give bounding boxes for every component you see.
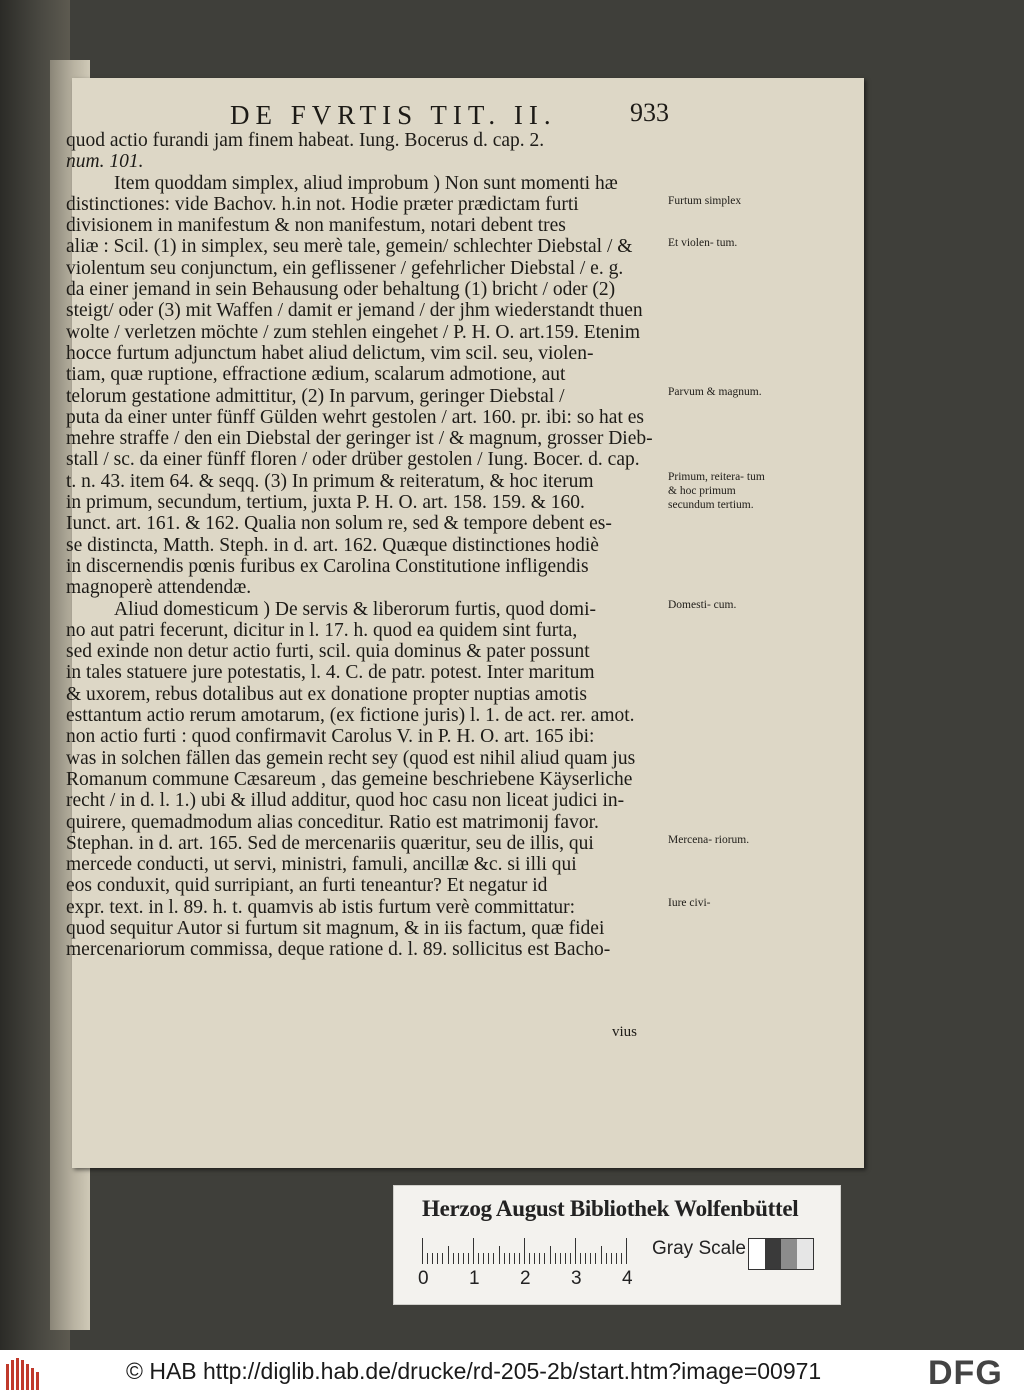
ruler-tick (478, 1253, 479, 1264)
text-line: sed exinde non detur actio furti, scil. quia dominus & pater possunt (66, 641, 590, 663)
ruler-tick (458, 1253, 459, 1264)
text-line: quod sequitur Autor si furtum sit magnum, & in iis factum, quæ fidei (66, 917, 605, 939)
logo-bar (16, 1358, 19, 1390)
ruler-tick (493, 1253, 494, 1264)
color-card (393, 1185, 841, 1305)
ruler-tick (590, 1253, 591, 1264)
ruler-tick (580, 1253, 581, 1264)
margin-note: Parvum & magnum. (668, 386, 762, 399)
text-line: divisionem in manifestum & non manifestum, notari debent tres (66, 215, 566, 237)
text-line: t. n. 43. item 64. & seqq. (3) In primum & reiteratum, & hoc iterum (66, 470, 594, 492)
text-line: steigt/ oder (3) mit Waffen / damit er jemand / der jhm wiederstandt thuen (66, 300, 643, 322)
gray-swatch (765, 1239, 781, 1269)
gray-scale-label: Gray Scale (652, 1238, 746, 1259)
text-line: puta da einer unter fünff Gülden wehrt gestolen / art. 160. pr. ibi: so hat es (66, 406, 644, 428)
ruler-tick (432, 1253, 433, 1264)
ruler-tick (519, 1253, 520, 1264)
text-line: mercenariorum commissa, deque ratione d. l. 89. sollicitus est Bacho- (66, 939, 611, 961)
gray-swatch (749, 1239, 765, 1269)
catchword: vius (612, 1024, 638, 1040)
ruler-tick (555, 1253, 556, 1264)
ruler-tick (524, 1238, 525, 1264)
source-link[interactable]: © HAB http://diglib.hab.de/drucke/rd-205-2b/start.htm?image=00971 (126, 1358, 822, 1384)
text-line: quirere, quemadmodum alias conceditur. Ratio est matrimonij favor. (66, 811, 599, 833)
text-line: telorum gestatione admittitur, (2) In parvum, geringer Diebstal / (66, 385, 565, 407)
scale-number: 0 (418, 1268, 429, 1289)
margin-note: Domesti- cum. (668, 599, 737, 612)
ruler-tick (560, 1253, 561, 1264)
text-line: se distincta, Matth. Steph. in d. art. 162. Quæque distinctiones hodiè (66, 534, 599, 556)
footer-bar (0, 1350, 1024, 1397)
logo-bar (36, 1372, 39, 1390)
text-line: mehre straffe / den ein Diebstal der geringer ist / & magnum, grosser Dieb- (66, 428, 653, 450)
ruler-tick (514, 1253, 515, 1264)
library-name: Herzog August Bibliothek Wolfenbüttel (422, 1196, 799, 1221)
ruler-tick (595, 1253, 596, 1264)
margin-note: Primum, reitera- tum & hoc primum secundum tertium. (668, 471, 765, 512)
text-line: no aut patri fecerunt, dicitur in l. 17. h. quod ea quidem sint furta, (66, 619, 578, 641)
ruler-tick (504, 1253, 505, 1264)
text-line: eos conduxit, quid surripiant, an furti teneantur? Et negatur id (66, 875, 548, 897)
ruler-tick (442, 1253, 443, 1264)
text-line: Romanum commune Cæsareum , das gemeine beschriebene Käyserliche (66, 768, 633, 790)
ruler-tick (463, 1253, 464, 1264)
text-line: Item quoddam simplex, aliud improbum ) Non sunt momenti hæ (114, 172, 618, 194)
logo-bar (11, 1360, 14, 1390)
text-line: aliæ : Scil. (1) in simplex, seu merè tale, gemein/ schlechter Diebstal / & (66, 236, 633, 258)
ruler-tick (611, 1253, 612, 1264)
ruler-tick (606, 1253, 607, 1264)
ruler-tick (488, 1253, 489, 1264)
body-text (66, 130, 671, 961)
ruler-tick (453, 1253, 454, 1264)
text-line: Iunct. art. 161. & 162. Qualia non solum re, sed & tempore debent es- (66, 513, 612, 535)
scale-ruler (422, 1238, 642, 1264)
text-line: hocce furtum adjunctum habet aliud delictum, vim scil. seu, violen- (66, 342, 594, 364)
text-line: esttantum actio rerum amotarum, (ex fictione juris) l. 1. de act. rer. amot. (66, 705, 635, 727)
ruler-tick (437, 1253, 438, 1264)
text-line: in discernendis pœnis furibus ex Carolina Constitutione infligendis (66, 555, 589, 577)
gray-swatch (797, 1239, 813, 1269)
running-head-title: DE FVRTIS TIT. II. (230, 100, 557, 130)
ruler-tick (534, 1253, 535, 1264)
page-number: 933 (630, 98, 669, 127)
ruler-tick (473, 1238, 474, 1264)
ruler-tick (544, 1253, 545, 1264)
text-line: Aliud domesticum ) De servis & liberorum furtis, quod domi- (114, 598, 597, 620)
text-line: in primum, secundum, tertium, juxta P. H. O. art. 158. 159. & 160. (66, 492, 585, 514)
dfg-logo: DFG (928, 1354, 1003, 1392)
ruler-tick (565, 1253, 566, 1264)
scale-number: 1 (469, 1268, 480, 1289)
ruler-tick (422, 1238, 423, 1264)
text-line: & uxorem, rebus dotalibus aut ex donatione propter nuptias amotis (66, 683, 587, 705)
text-line: in tales statuere jure potestatis, l. 4. C. de patr. potest. Inter maritum (66, 662, 595, 684)
text-line: da einer jemand in sein Behausung oder behaltung (1) bricht / oder (2) (66, 279, 616, 301)
logo-bar (6, 1364, 9, 1390)
text-line: num. 101. (66, 151, 144, 173)
text-line: quod actio furandi jam finem habeat. Iung. Bocerus d. cap. 2. (66, 130, 545, 151)
text-line: tiam, quæ ruptione, effractione ædium, scalarum admotione, aut (66, 364, 566, 386)
text-line: magnoperè attendendæ. (66, 577, 252, 599)
ruler-tick (601, 1246, 602, 1264)
gray-scale-swatches (748, 1238, 814, 1270)
text-line: wolte / verletzen möchte / zum stehlen eingehet / P. H. O. art.159. Etenim (66, 321, 641, 343)
ruler-tick (483, 1253, 484, 1264)
margin-note: Iure civi- (668, 897, 711, 910)
margin-note: Et violen- tum. (668, 237, 738, 250)
ruler-tick (529, 1253, 530, 1264)
ruler-tick (427, 1253, 428, 1264)
ruler-tick (550, 1246, 551, 1264)
ruler-tick (448, 1246, 449, 1264)
scale-number: 3 (571, 1268, 582, 1289)
ruler-tick (509, 1253, 510, 1264)
gray-swatch (781, 1239, 797, 1269)
text-line: violentum seu conjunctum, ein geflissener / gefehrlicher Diebstal / e. g. (66, 257, 624, 279)
text-line: non actio furti : quod confirmavit Carolus V. in P. H. O. art. 165 ibi: (66, 726, 595, 748)
text-line: was in solchen fällen das gemein recht sey (quod est nihil aliud quam jus (66, 747, 636, 769)
ruler-tick (570, 1253, 571, 1264)
ruler-tick (575, 1238, 576, 1264)
ruler-tick (585, 1253, 586, 1264)
ruler-tick (621, 1253, 622, 1264)
text-line: stall / sc. da einer fünff floren / oder drüber gestolen / Iung. Bocer. d. cap. (66, 449, 640, 471)
text-line: expr. text. in l. 89. h. t. quamvis ab istis furtum verè committatur: (66, 896, 576, 918)
ruler-tick (616, 1253, 617, 1264)
text-line: recht / in d. l. 1.) ubi & illud additur, quod hoc casu non liceat judici in- (66, 790, 625, 812)
ruler-tick (539, 1253, 540, 1264)
text-line: mercede conducti, ut servi, ministri, famuli, ancillæ &c. si illi qui (66, 854, 577, 876)
margin-note: Mercena- riorum. (668, 833, 750, 846)
text-line: distinctiones: vide Bachov. h.in not. Hodie præter prædictam furti (66, 193, 579, 215)
scale-number: 2 (520, 1268, 531, 1289)
scale-number: 4 (622, 1268, 633, 1289)
margin-note: Furtum simplex (668, 194, 742, 207)
ruler-tick (499, 1246, 500, 1264)
ruler-tick (626, 1238, 627, 1264)
logo-bar (21, 1360, 24, 1390)
logo-bar (26, 1364, 29, 1390)
ruler-tick (468, 1253, 469, 1264)
text-line: Stephan. in d. art. 165. Sed de mercenariis quæritur, seu de illis, qui (66, 832, 594, 854)
hab-logo-icon (6, 1358, 40, 1390)
logo-bar (31, 1368, 34, 1390)
